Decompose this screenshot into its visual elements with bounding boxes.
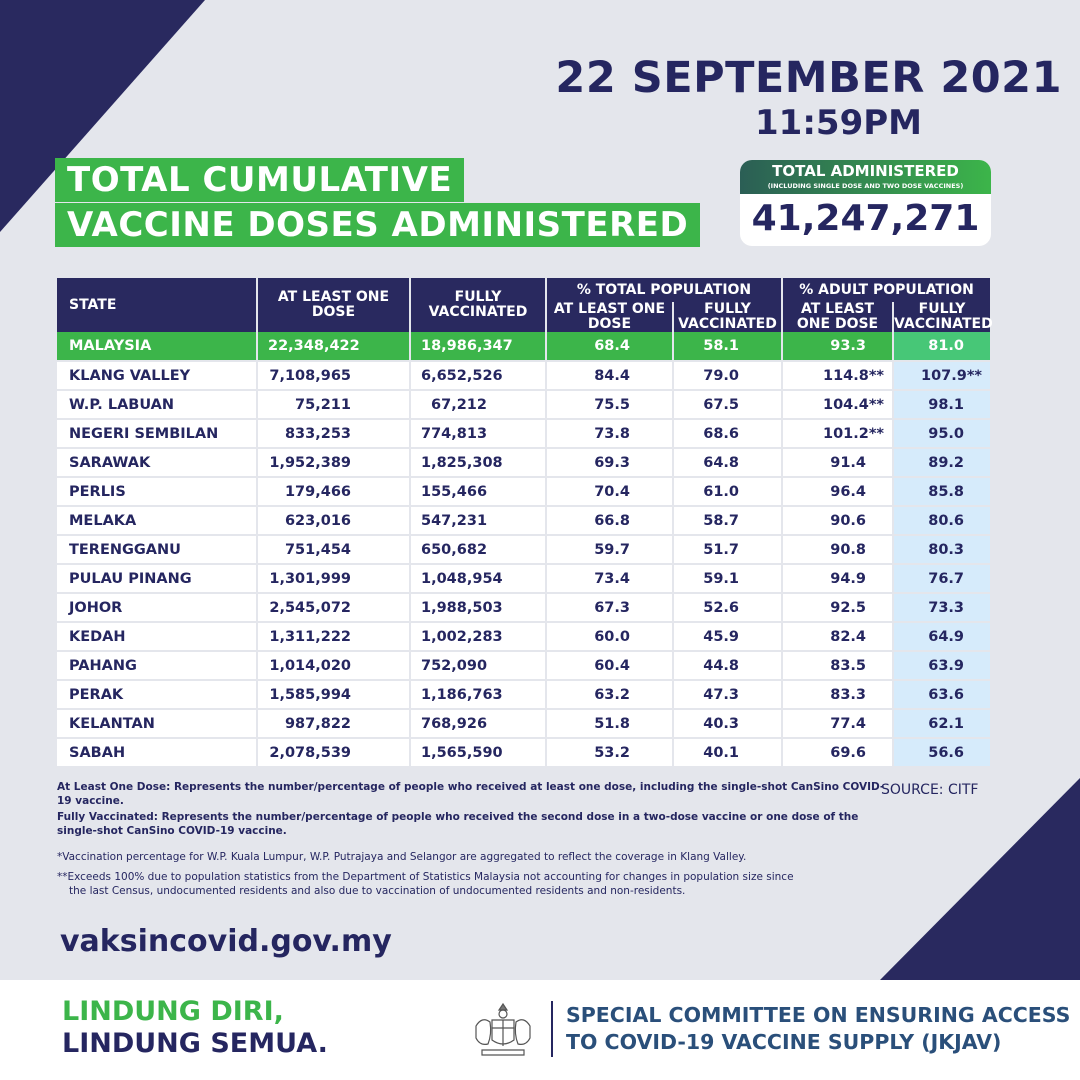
- cell-adult-fully: 107.9**: [893, 361, 991, 390]
- cell-one-dose: 7,108,965: [257, 361, 410, 390]
- table-row: [57, 593, 991, 622]
- cell-total-fully: 45.9: [673, 622, 782, 651]
- cell-total-one: 68.4: [546, 332, 673, 361]
- corner-triangle-bottom-right: [880, 778, 1080, 980]
- cell-fully: 774,813: [410, 419, 546, 448]
- cell-adult-fully: 81.0: [893, 332, 991, 361]
- cell-one-dose: 1,585,994: [257, 680, 410, 709]
- table-row: [57, 535, 991, 564]
- cell-total-one: 75.5: [546, 390, 673, 419]
- cell-adult-one: 91.4: [782, 448, 893, 477]
- cell-one-dose: 22,348,422: [257, 332, 410, 361]
- cell-adult-one: 96.4: [782, 477, 893, 506]
- subheader-adult-fully: FULLY VACCINATED: [894, 301, 993, 332]
- table-row: [57, 564, 991, 593]
- committee-line-1: SPECIAL COMMITTEE ON ENSURING ACCESS: [566, 1003, 1071, 1027]
- cell-adult-one: 94.9: [782, 564, 893, 593]
- cell-state: KEDAH: [57, 622, 257, 651]
- table-row: [57, 390, 991, 419]
- date: 22 SEPTEMBER 2021: [555, 53, 1062, 103]
- cell-adult-one: 83.3: [782, 680, 893, 709]
- cell-state: PERLIS: [57, 477, 257, 506]
- cell-fully: 1,186,763: [410, 680, 546, 709]
- header-state: STATE: [57, 278, 257, 332]
- cell-adult-one: 90.6: [782, 506, 893, 535]
- cell-total-fully: 58.1: [673, 332, 782, 361]
- cell-adult-one: 77.4: [782, 709, 893, 738]
- cell-total-fully: 79.0: [673, 361, 782, 390]
- cell-state: MELAKA: [57, 506, 257, 535]
- slogan-line-2: LINDUNG SEMUA.: [62, 1028, 328, 1059]
- cell-adult-fully: 98.1: [893, 390, 991, 419]
- vaccination-table: [57, 278, 992, 768]
- subheader-total-one: AT LEAST ONE DOSE: [546, 302, 673, 332]
- table-row: [57, 332, 991, 361]
- cell-total-fully: 47.3: [673, 680, 782, 709]
- cell-fully: 1,565,590: [410, 738, 546, 767]
- cell-total-one: 51.8: [546, 709, 673, 738]
- cell-total-one: 84.4: [546, 361, 673, 390]
- cell-state: TERENGGANU: [57, 535, 257, 564]
- page-title: [55, 158, 700, 247]
- cell-adult-fully: 80.3: [893, 535, 991, 564]
- cell-total-fully: 40.3: [673, 709, 782, 738]
- total-administered-card: [740, 160, 991, 246]
- cell-total-fully: 40.1: [673, 738, 782, 767]
- cell-total-fully: 64.8: [673, 448, 782, 477]
- cell-total-one: 59.7: [546, 535, 673, 564]
- cell-total-fully: 51.7: [673, 535, 782, 564]
- cell-adult-fully: 95.0: [893, 419, 991, 448]
- header-pct-total-population: % TOTAL POPULATION: [546, 278, 782, 302]
- committee-line-2: TO COVID-19 VACCINE SUPPLY (JKJAV): [566, 1030, 1002, 1054]
- cell-one-dose: 751,454: [257, 535, 410, 564]
- cell-one-dose: 2,078,539: [257, 738, 410, 767]
- cell-fully: 155,466: [410, 477, 546, 506]
- cell-adult-one: 101.2**: [782, 419, 893, 448]
- cell-state: SARAWAK: [57, 448, 257, 477]
- cell-one-dose: 1,301,999: [257, 564, 410, 593]
- slogan-line-1: LINDUNG DIRI,: [62, 996, 284, 1027]
- cell-total-fully: 52.6: [673, 593, 782, 622]
- cell-adult-fully: 73.3: [893, 593, 991, 622]
- table-row: [57, 738, 991, 767]
- cell-total-one: 60.4: [546, 651, 673, 680]
- cell-adult-one: 90.8: [782, 535, 893, 564]
- total-value: 41,247,271: [751, 198, 980, 239]
- cell-total-one: 53.2: [546, 738, 673, 767]
- cell-one-dose: 987,822: [257, 709, 410, 738]
- cell-state: JOHOR: [57, 593, 257, 622]
- cell-state: MALAYSIA: [57, 332, 257, 361]
- cell-one-dose: 75,211: [257, 390, 410, 419]
- table-row: [57, 651, 991, 680]
- subheader-total-fully: FULLY VACCINATED: [673, 302, 782, 332]
- cell-state: KELANTAN: [57, 709, 257, 738]
- cell-one-dose: 1,014,020: [257, 651, 410, 680]
- table-row: [57, 506, 991, 535]
- cell-total-fully: 58.7: [673, 506, 782, 535]
- cell-fully: 547,231: [410, 506, 546, 535]
- title-line-2: VACCINE DOSES ADMINISTERED: [55, 203, 700, 247]
- table-row: [57, 477, 991, 506]
- cell-total-one: 63.2: [546, 680, 673, 709]
- cell-adult-fully: 76.7: [893, 564, 991, 593]
- cell-fully: 6,652,526: [410, 361, 546, 390]
- total-header: [740, 160, 991, 194]
- subheader-adult-one: AT LEAST ONE DOSE: [782, 302, 893, 332]
- cell-fully: 650,682: [410, 535, 546, 564]
- cell-fully: 1,048,954: [410, 564, 546, 593]
- header-pct-adult-population: % ADULT POPULATION: [782, 278, 991, 302]
- cell-fully: 768,926: [410, 709, 546, 738]
- cell-one-dose: 179,466: [257, 477, 410, 506]
- cell-total-one: 69.3: [546, 448, 673, 477]
- table-row: [57, 680, 991, 709]
- cell-total-one: 70.4: [546, 477, 673, 506]
- total-sublabel: (INCLUDING SINGLE DOSE AND TWO DOSE VACCINES): [767, 182, 964, 190]
- cell-one-dose: 1,311,222: [257, 622, 410, 651]
- note-exceeds-100-line2: the last Census, undocumented residents and also due to vaccination of undocumented residents and non-residents.: [69, 885, 686, 897]
- source-label: SOURCE: CITF: [881, 782, 979, 798]
- cell-adult-fully: 85.8: [893, 477, 991, 506]
- header-at-least-one-dose: AT LEAST ONE DOSE: [257, 278, 410, 332]
- title-line-1: TOTAL CUMULATIVE: [55, 158, 464, 202]
- slogan: [62, 996, 328, 1060]
- time: 11:59PM: [755, 103, 922, 143]
- table-row: [57, 419, 991, 448]
- total-label: TOTAL ADMINISTERED: [772, 162, 959, 180]
- note-klang-valley: *Vaccination percentage for W.P. Kuala Lumpur, W.P. Putrajaya and Selangor are aggregated to reflect the coverage in Klang Valley.: [57, 851, 747, 863]
- cell-adult-fully: 62.1: [893, 709, 991, 738]
- cell-adult-one: 69.6: [782, 738, 893, 767]
- cell-adult-fully: 63.9: [893, 651, 991, 680]
- cell-total-fully: 68.6: [673, 419, 782, 448]
- cell-total-one: 66.8: [546, 506, 673, 535]
- cell-one-dose: 833,253: [257, 419, 410, 448]
- footnotes: [57, 780, 887, 898]
- committee-name: [566, 1002, 1070, 1056]
- cell-adult-fully: 56.6: [893, 738, 991, 767]
- cell-state: W.P. LABUAN: [57, 390, 257, 419]
- footer-divider: [551, 1001, 553, 1057]
- cell-one-dose: 623,016: [257, 506, 410, 535]
- cell-adult-one: 83.5: [782, 651, 893, 680]
- cell-adult-one: 82.4: [782, 622, 893, 651]
- website-link[interactable]: vaksincovid.gov.my: [60, 924, 392, 959]
- cell-state: PERAK: [57, 680, 257, 709]
- cell-adult-fully: 89.2: [893, 448, 991, 477]
- cell-total-fully: 67.5: [673, 390, 782, 419]
- cell-adult-one: 93.3: [782, 332, 893, 361]
- cell-state: SABAH: [57, 738, 257, 767]
- cell-total-one: 73.4: [546, 564, 673, 593]
- cell-adult-one: 114.8**: [782, 361, 893, 390]
- cell-fully: 18,986,347: [410, 332, 546, 361]
- cell-adult-fully: 80.6: [893, 506, 991, 535]
- note-at-least-one-dose: At Least One Dose: Represents the number/percentage of people who received at least one dose, including the single-shot CanSino COVID-19 vaccine.: [57, 781, 885, 807]
- cell-adult-one: 92.5: [782, 593, 893, 622]
- table-row: [57, 622, 991, 651]
- cell-fully: 1,002,283: [410, 622, 546, 651]
- cell-state: PAHANG: [57, 651, 257, 680]
- header-fully-vaccinated: FULLY VACCINATED: [410, 278, 546, 332]
- cell-fully: 1,825,308: [410, 448, 546, 477]
- table-row: [57, 448, 991, 477]
- cell-fully: 752,090: [410, 651, 546, 680]
- cell-one-dose: 2,545,072: [257, 593, 410, 622]
- cell-total-one: 73.8: [546, 419, 673, 448]
- note-fully-vaccinated: Fully Vaccinated: Represents the number/percentage of people who received the second dose in a two-dose vaccine or one dose of the single-shot CanSino COVID-19 vaccine.: [57, 811, 859, 837]
- cell-total-fully: 61.0: [673, 477, 782, 506]
- cell-adult-fully: 63.6: [893, 680, 991, 709]
- cell-fully: 1,988,503: [410, 593, 546, 622]
- cell-adult-fully: 64.9: [893, 622, 991, 651]
- cell-state: KLANG VALLEY: [57, 361, 257, 390]
- cell-state: PULAU PINANG: [57, 564, 257, 593]
- table-row: [57, 709, 991, 738]
- cell-total-fully: 59.1: [673, 564, 782, 593]
- note-exceeds-100-line1: **Exceeds 100% due to population statistics from the Department of Statistics Malaysia not accounting for changes in population size since: [57, 871, 794, 883]
- coat-of-arms-icon: [468, 1000, 538, 1060]
- cell-adult-one: 104.4**: [782, 390, 893, 419]
- cell-fully: 67,212: [410, 390, 546, 419]
- table-row: [57, 361, 991, 390]
- cell-total-one: 60.0: [546, 622, 673, 651]
- cell-total-fully: 44.8: [673, 651, 782, 680]
- cell-total-one: 67.3: [546, 593, 673, 622]
- date-block: [555, 52, 1062, 142]
- cell-state: NEGERI SEMBILAN: [57, 419, 257, 448]
- cell-one-dose: 1,952,389: [257, 448, 410, 477]
